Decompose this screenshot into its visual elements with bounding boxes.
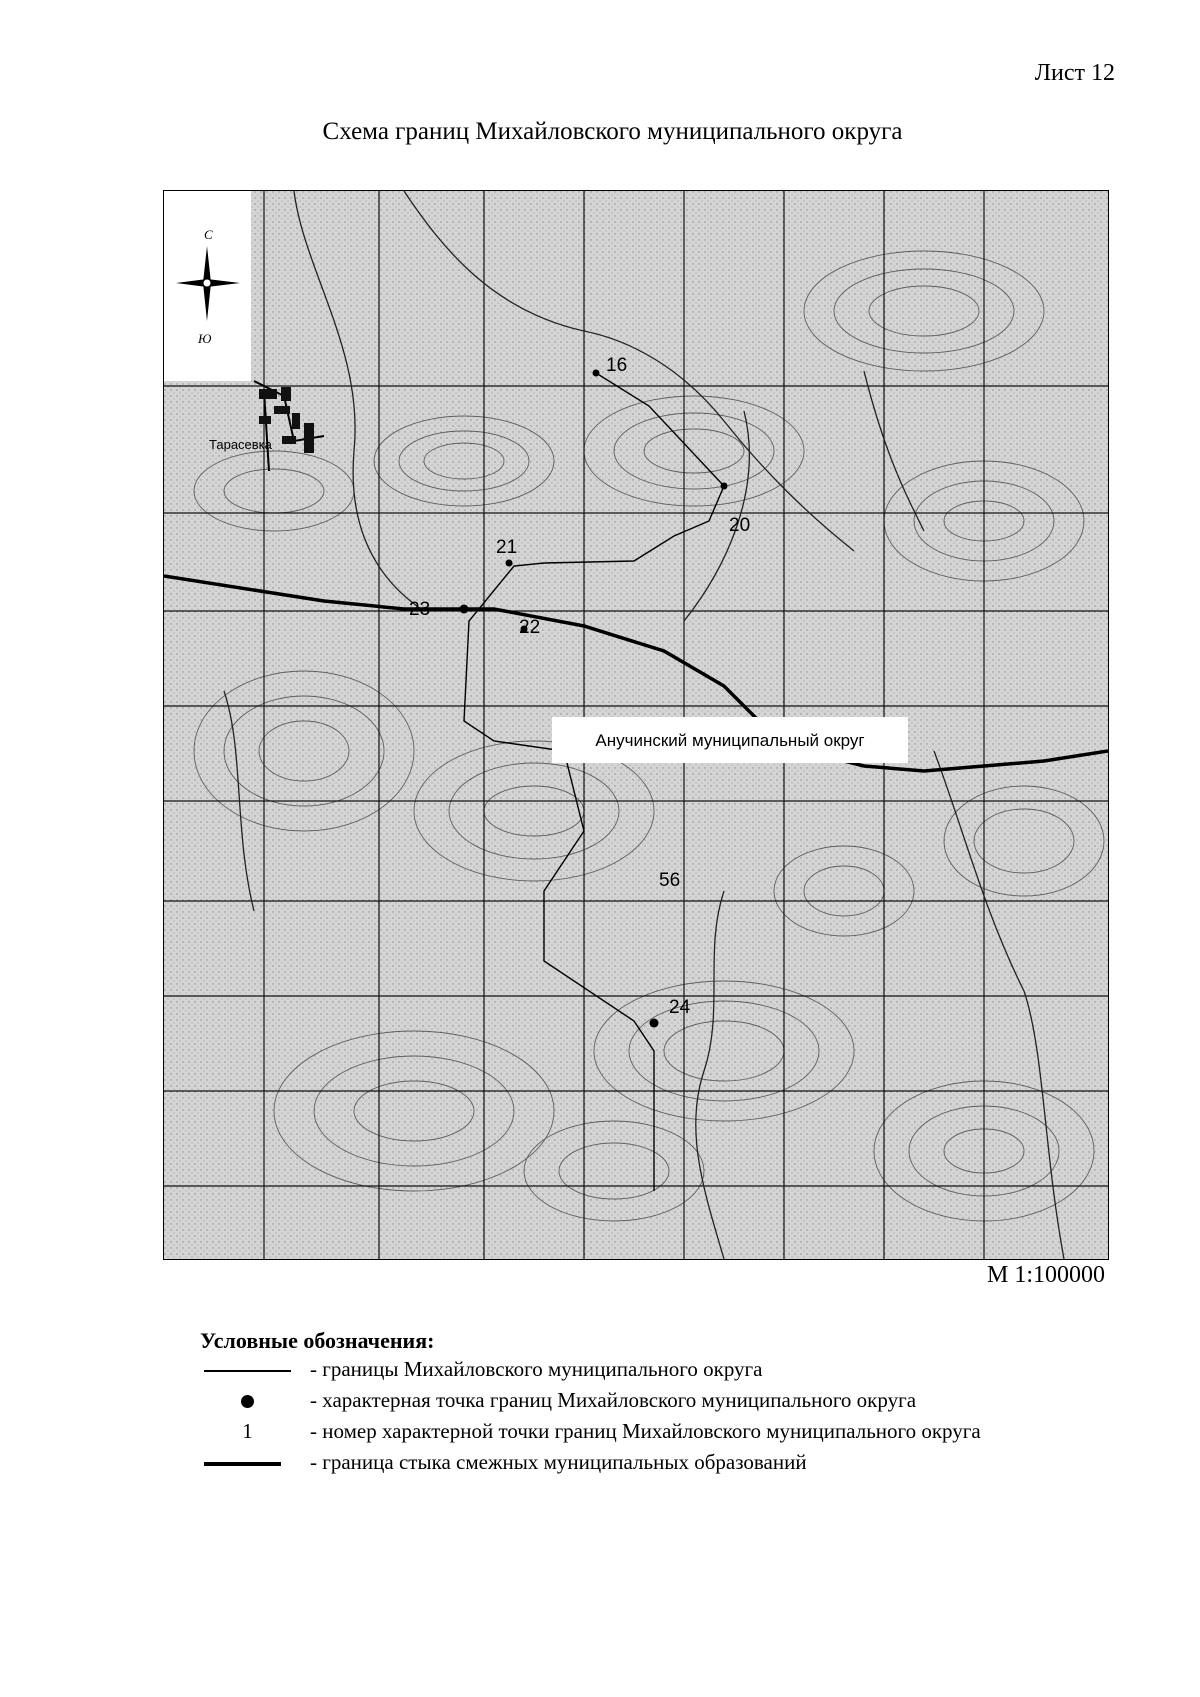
boundary-point (506, 560, 513, 567)
point-label: 22 (519, 617, 541, 638)
legend-text: - границы Михайловского муниципального округа (310, 1357, 763, 1381)
legend-text: - граница стыка смежных муниципальных образований (310, 1450, 807, 1474)
compass (164, 191, 251, 381)
junction-line-symbol (204, 1462, 281, 1466)
topographic-map (163, 190, 1109, 1260)
legend-text: - характерная точка границ Михайловского муниципального округа (310, 1388, 917, 1412)
point-label: 21 (496, 537, 518, 558)
point-symbol (241, 1395, 254, 1408)
page-title: Схема границ Михайловского муниципального округа (322, 118, 903, 145)
legend-item-point (200, 1387, 917, 1418)
point-label: 16 (606, 355, 628, 376)
point-label: 20 (729, 515, 751, 536)
legend-title: Условные обозначения: (200, 1328, 435, 1353)
legend-text: - номер характерной точки границ Михайловского муниципального округа (310, 1419, 981, 1443)
boundary-point (650, 1019, 659, 1028)
legend-item-boundary (200, 1356, 763, 1387)
legend (200, 1328, 981, 1480)
point-label: 56 (659, 870, 681, 891)
compass-south-label: Ю (198, 331, 212, 346)
compass-north-label: С (204, 227, 213, 242)
sheet-label: Лист 12 (1034, 60, 1115, 86)
boundary-point (721, 483, 728, 490)
point-number-symbol: 1 (242, 1419, 253, 1443)
map-scale: М 1:100000 (986, 1262, 1105, 1288)
point-label: 23 (409, 599, 431, 620)
boundary-point (460, 605, 469, 614)
boundary-line-symbol (204, 1370, 291, 1372)
settlement-label: Тарасевка (209, 437, 272, 452)
legend-item-point-number (200, 1418, 981, 1449)
point-label: 24 (669, 997, 691, 1018)
neighbor-label: Анучинский муниципальный округ (595, 731, 865, 750)
boundary-point (593, 370, 600, 377)
legend-item-junction (200, 1449, 807, 1480)
